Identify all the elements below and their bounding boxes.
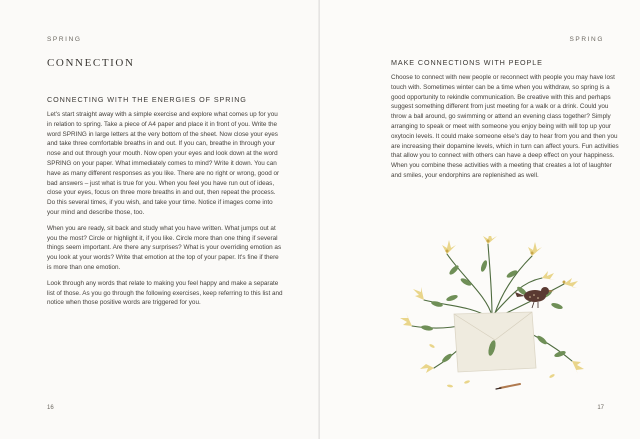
page-number: 17 bbox=[597, 405, 604, 411]
running-head: SPRING bbox=[569, 36, 604, 43]
body-text bbox=[47, 110, 283, 314]
body-text bbox=[391, 73, 621, 187]
paragraph: Let's start straight away with a simple exercise and explore what comes up for you in relation to spring. Take a piece of A4 paper and place it in front of you. Write the word SPRING in large letters at the very bottom of the sheet. Now close your eyes and take three comfortable breaths in and out. If you can, breathe in through your nose and out through your mouth. Now open your eyes and look down at the word SPRING on your paper. What immediately comes to mind? Write it down. You can have as many different responses as you like. There are no right or wrong, good or bad answers – just what is true for you. When you feel you have run out of ideas, close your eyes, focus on three more breaths in and out, then repeat the process. Do this several times, if you wish, and take your time. Notice if images come into your mind and describe those, too. bbox=[47, 111, 280, 216]
letter-paper bbox=[454, 312, 536, 372]
section-heading: MAKE CONNECTIONS WITH PEOPLE bbox=[391, 58, 543, 67]
right-page bbox=[320, 0, 640, 439]
spring-flowers-bird-letter-icon bbox=[392, 236, 592, 401]
pen bbox=[496, 384, 520, 389]
section-heading: CONNECTING WITH THE ENERGIES OF SPRING bbox=[47, 95, 247, 104]
paragraph: When you are ready, sit back and study what you have written. What jumps out at you the most? Circle or highlight it, if you like. Circle more than one thing if several things seem important. Are there any surprises? What is your overriding emotion as you look at your words? Write that emotion at the top of your paper. It's fine if there is more than one emotion. bbox=[47, 224, 282, 271]
running-head: SPRING bbox=[47, 36, 82, 43]
illustration-svg bbox=[392, 236, 592, 396]
chapter-title: CONNECTION bbox=[47, 57, 135, 69]
page-number: 16 bbox=[47, 405, 54, 411]
paragraph: Choose to connect with new people or reconnect with people you may have lost touch with. Sometimes winter can be a time when you withdraw, so spring is a good opportunity to rekindle communication. Be creative with this and perhaps suggest something different from just meeting for a walk or a drink. Could you throw a ball around, go swimming or attend an evening class together? Simply arranging to speak or meet with someone you enjoy being with will top up your oxytocin levels. It could make someone else's day to hear from you and then you are increasing their dopamine levels, which in turn can affect yours. Fun activities that allow you to connect with others can have a deep effect on your happiness. When you combine these activities with a meeting that creates a lot of laughter and smiles, your endorphins are replenished as well. bbox=[391, 74, 619, 179]
paragraph: Look through any words that relate to making you feel happy and make a separate list of those. As you go through the following exercises, keep referring to this list and notice when those positive words are triggered for you. bbox=[47, 279, 283, 307]
